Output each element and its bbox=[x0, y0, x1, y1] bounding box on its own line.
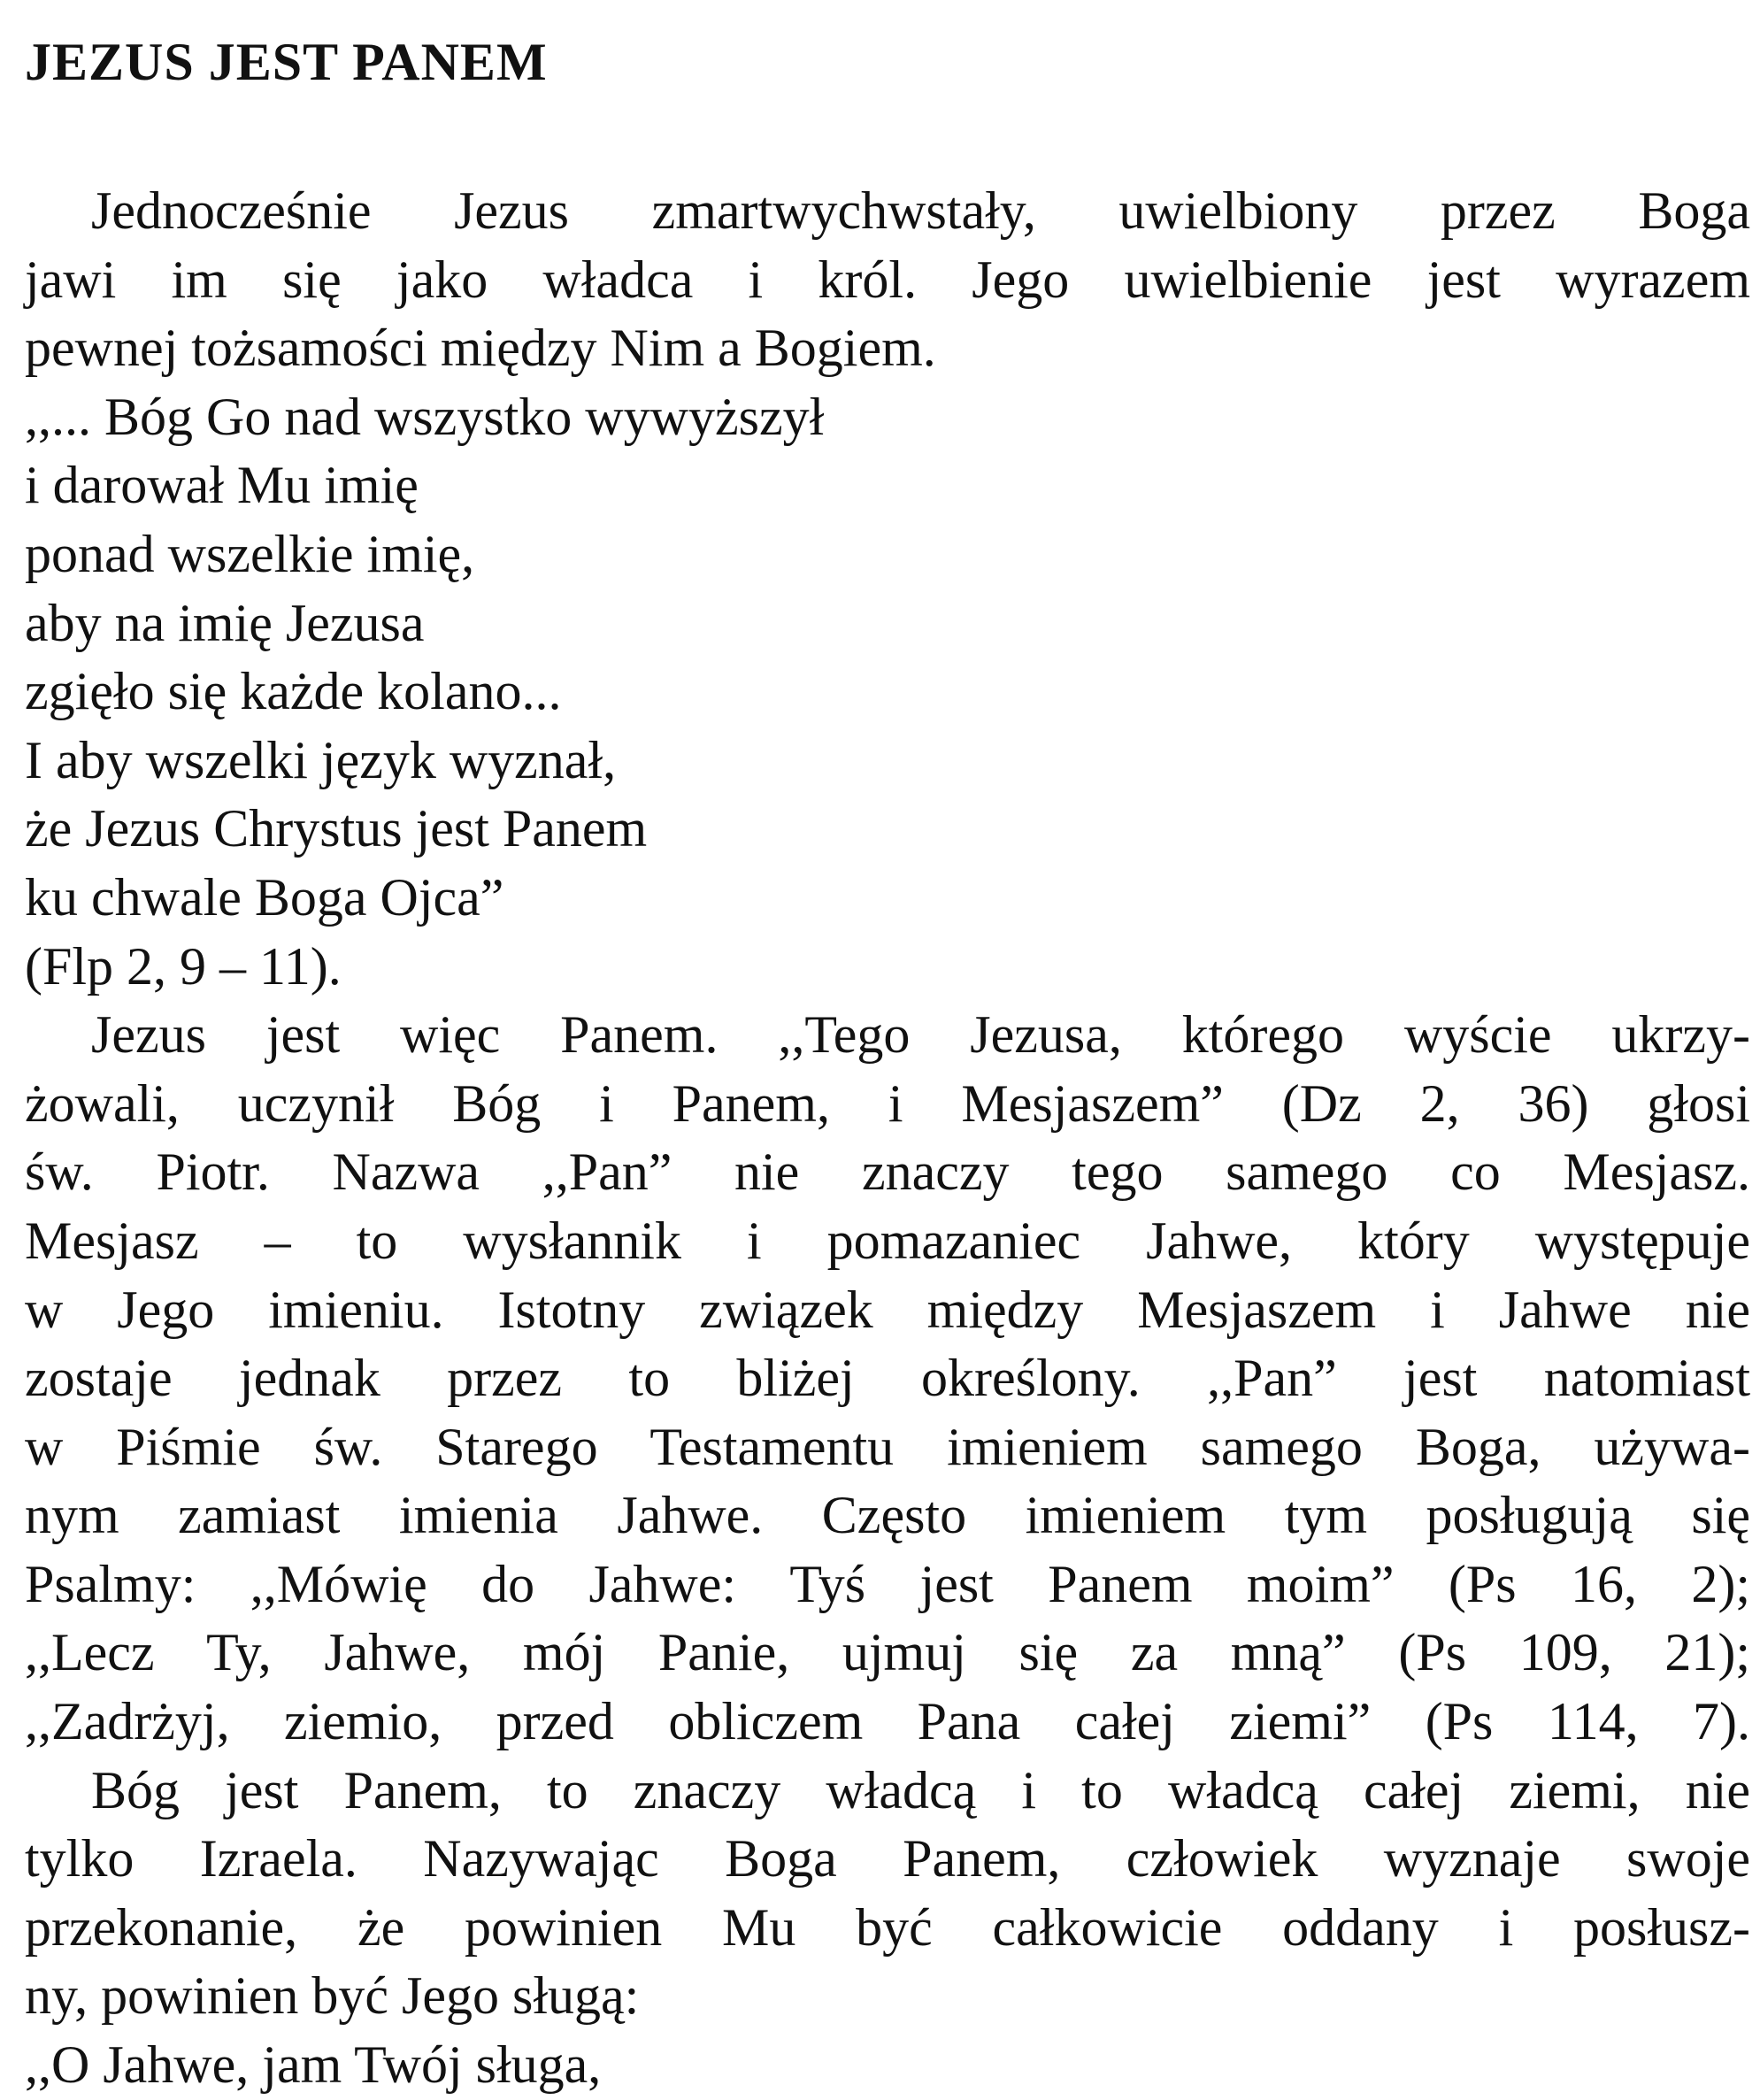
quote-line: aby na imię Jezusa bbox=[25, 593, 425, 652]
text-line: nym zamiast imienia Jahwe. Często imieniem tym posługują się bbox=[25, 1486, 1750, 1545]
text-line: żowali, uczynił Bóg i Panem, i Mesjaszem” (Dz 2, 36) głosi bbox=[25, 1073, 1750, 1133]
text-line: tylko Izraela. Nazywając Boga Panem, człowiek wyznaje swoje bbox=[25, 1829, 1750, 1888]
quote-line: ponad wszelkie imię, bbox=[25, 524, 475, 583]
text-line: Psalmy: ,,Mówię do Jahwe: Tyś jest Panem moim” (Ps 16, 2); bbox=[25, 1554, 1750, 1613]
text-line: Jezus jest więc Panem. ,,Tego Jezusa, którego wyście ukrzy- bbox=[91, 1005, 1750, 1065]
text-line: w Jego imieniu. Istotny związek między Mesjaszem i Jahwe nie bbox=[25, 1280, 1750, 1339]
text-line: ,,Zadrżyj, ziemio, przed obliczem Pana całej ziemi” (Ps 114, 7). bbox=[25, 1692, 1750, 1751]
section-heading: JEZUS JEST PANEM bbox=[25, 33, 548, 91]
text-line: Bóg jest Panem, to znaczy władcą i to władcą całej ziemi, nie bbox=[91, 1760, 1750, 1819]
citation-line: (Flp 2, 9 – 11). bbox=[25, 936, 342, 996]
document-page bbox=[25, 27, 1750, 2100]
quote-line: i darował Mu imię bbox=[25, 456, 419, 515]
text-line: w Piśmie św. Starego Testamentu imieniem samego Boga, używa- bbox=[25, 1417, 1750, 1476]
text-line: ,,Lecz Ty, Jahwe, mój Panie, ujmuj się za mną” (Ps 109, 21); bbox=[25, 1623, 1750, 1682]
quote-line: że Jezus Chrystus jest Panem bbox=[25, 799, 648, 858]
quote-line: ku chwale Boga Ojca” bbox=[25, 867, 504, 927]
text-line: zostaje jednak przez to bliżej określony. ,,Pan” jest natomiast bbox=[25, 1349, 1750, 1408]
quote-line: zgięło się każde kolano... bbox=[25, 662, 562, 721]
text-line: jawi im się jako władca i król. Jego uwielbienie jest wyrazem bbox=[25, 250, 1750, 309]
quote-line: ,,... Bóg Go nad wszystko wywyższył bbox=[25, 387, 825, 446]
text-line: pewnej tożsamości między Nim a Bogiem. bbox=[25, 319, 936, 378]
text-line: Mesjasz – to wysłannik i pomazaniec Jahwe, który występuje bbox=[25, 1211, 1750, 1270]
text-line: przekonanie, że powinien Mu być całkowicie oddany i posłusz- bbox=[25, 1897, 1750, 1957]
quote-line: I aby wszelki język wyznał, bbox=[25, 730, 617, 789]
text-line: św. Piotr. Nazwa ,,Pan” nie znaczy tego samego co Mesjasz. bbox=[25, 1142, 1750, 1202]
body-text bbox=[25, 177, 1750, 2100]
quote-line: ,,O Jahwe, jam Twój sługa, bbox=[25, 2035, 602, 2095]
text-line: ny, powinien być Jego sługą: bbox=[25, 1966, 640, 2026]
text-line: Jednocześnie Jezus zmartwychwstały, uwielbiony przez Boga bbox=[91, 181, 1750, 240]
